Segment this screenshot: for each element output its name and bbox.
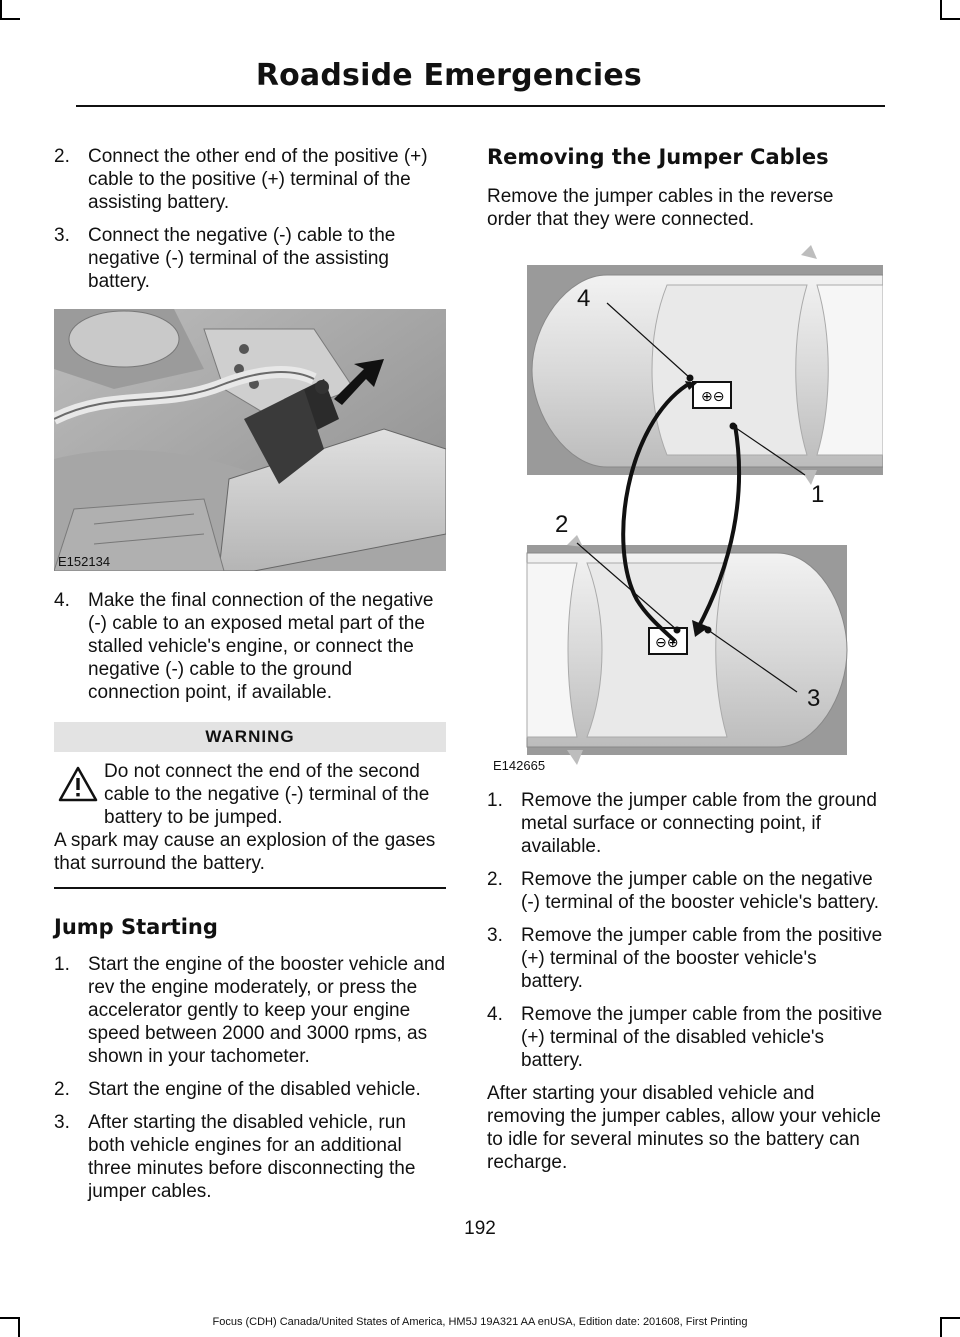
left-column: [54, 145, 446, 1213]
step-text: Make the final connection of the negative (-) cable to an exposed metal part of the stalled vehicle's engine, or connect the negative (-) cable to the ground connection point, if available.: [88, 590, 434, 703]
page-footer: Focus (CDH) Canada/United States of America, HM5J 19A321 AA enUSA, Edition date: 201608, First Printing: [212, 1316, 748, 1328]
crop-mark: [0, 0, 2, 20]
list-item: [54, 1078, 446, 1101]
step-number: 3.: [54, 225, 70, 246]
step-number: 2.: [487, 869, 503, 890]
step-number: 3.: [487, 925, 503, 946]
callout-1: 1: [811, 481, 825, 508]
step-text: Remove the jumper cable on the negative (-) terminal of the booster vehicle's battery.: [521, 869, 880, 913]
list-item: [487, 868, 883, 914]
figure-code: E152134: [58, 554, 111, 569]
step-text: Remove the jumper cable from the positive (+) terminal of the disabled vehicle's battery.: [521, 1004, 883, 1071]
list-item: [54, 589, 446, 704]
intro-paragraph: Remove the jumper cables in the reverse order that they were connected.: [487, 186, 834, 230]
page-number: 192: [464, 1218, 496, 1239]
svg-text:⊖⊕: ⊖⊕: [655, 635, 679, 651]
battery-terminal-figure: [54, 309, 446, 571]
callout-2: 2: [555, 511, 569, 538]
crop-mark: [0, 18, 20, 20]
list-item: [487, 924, 883, 993]
list-item: [54, 145, 446, 214]
step-number: 3.: [54, 1112, 70, 1133]
engine-bay-illustration: [54, 309, 446, 571]
warning-continuation: A spark may cause an explosion of the gases that surround the battery.: [54, 830, 436, 874]
svg-text:⊕⊖: ⊕⊖: [701, 389, 725, 405]
list-item: [487, 789, 883, 858]
step-number: 1.: [487, 790, 503, 811]
warning-body: [54, 760, 446, 875]
step-number: 4.: [54, 590, 70, 611]
step-text: Remove the jumper cable from the positive (+) terminal of the booster vehicle's battery.: [521, 925, 883, 992]
section-heading: Removing the Jumper Cables: [487, 145, 829, 169]
warning-rule: [54, 887, 446, 889]
step-number: 4.: [487, 1004, 503, 1025]
section-heading: Jump Starting: [54, 915, 218, 939]
figure-code: E142665: [493, 758, 546, 773]
booster-vehicle: [527, 245, 883, 485]
list-item: [54, 953, 446, 1068]
warning-triangle-icon: [58, 766, 98, 802]
callout-3: 3: [807, 685, 821, 712]
warning-header: WARNING: [54, 722, 446, 752]
list-item: [487, 1003, 883, 1072]
two-cars-illustration: [487, 245, 883, 777]
step-number: 2.: [54, 146, 70, 167]
callout-4: 4: [577, 285, 591, 312]
step-text: After starting the disabled vehicle, run both vehicle engines for an additional three minutes before disconnecting the jumper cables.: [88, 1112, 416, 1202]
list-item: [54, 224, 446, 293]
list-item: [54, 1111, 446, 1203]
step-number: 1.: [54, 954, 70, 975]
step-text: Connect the negative (-) cable to the negative (-) terminal of the assisting battery.: [88, 225, 396, 292]
step-text: Start the engine of the booster vehicle and rev the engine moderately, or press the accelerator gently to keep your engine speed between 2000 and 3000 rpms, as shown in your tachometer.: [88, 954, 446, 1067]
step-text: Start the engine of the disabled vehicle.: [88, 1079, 421, 1100]
step-number: 2.: [54, 1079, 70, 1100]
step-text: Connect the other end of the positive (+) cable to the positive (+) terminal of the assisting battery.: [88, 146, 428, 213]
page-title: Roadside Emergencies: [255, 58, 642, 93]
right-column: [487, 145, 883, 1182]
title-rule: [76, 105, 885, 107]
closing-paragraph: After starting your disabled vehicle and removing the jumper cables, allow your vehicle to idle for several minutes so the battery can recharge.: [487, 1083, 881, 1173]
crop-mark: [940, 0, 942, 20]
step-text: Remove the jumper cable from the ground metal surface or connecting point, if available.: [521, 790, 877, 857]
jumper-cable-figure: [487, 245, 883, 777]
removal-steps: [487, 789, 883, 1072]
warning-text: Do not connect the end of the second cable to the negative (-) terminal of the battery to be jumped.: [104, 761, 430, 828]
crop-mark: [940, 18, 960, 20]
